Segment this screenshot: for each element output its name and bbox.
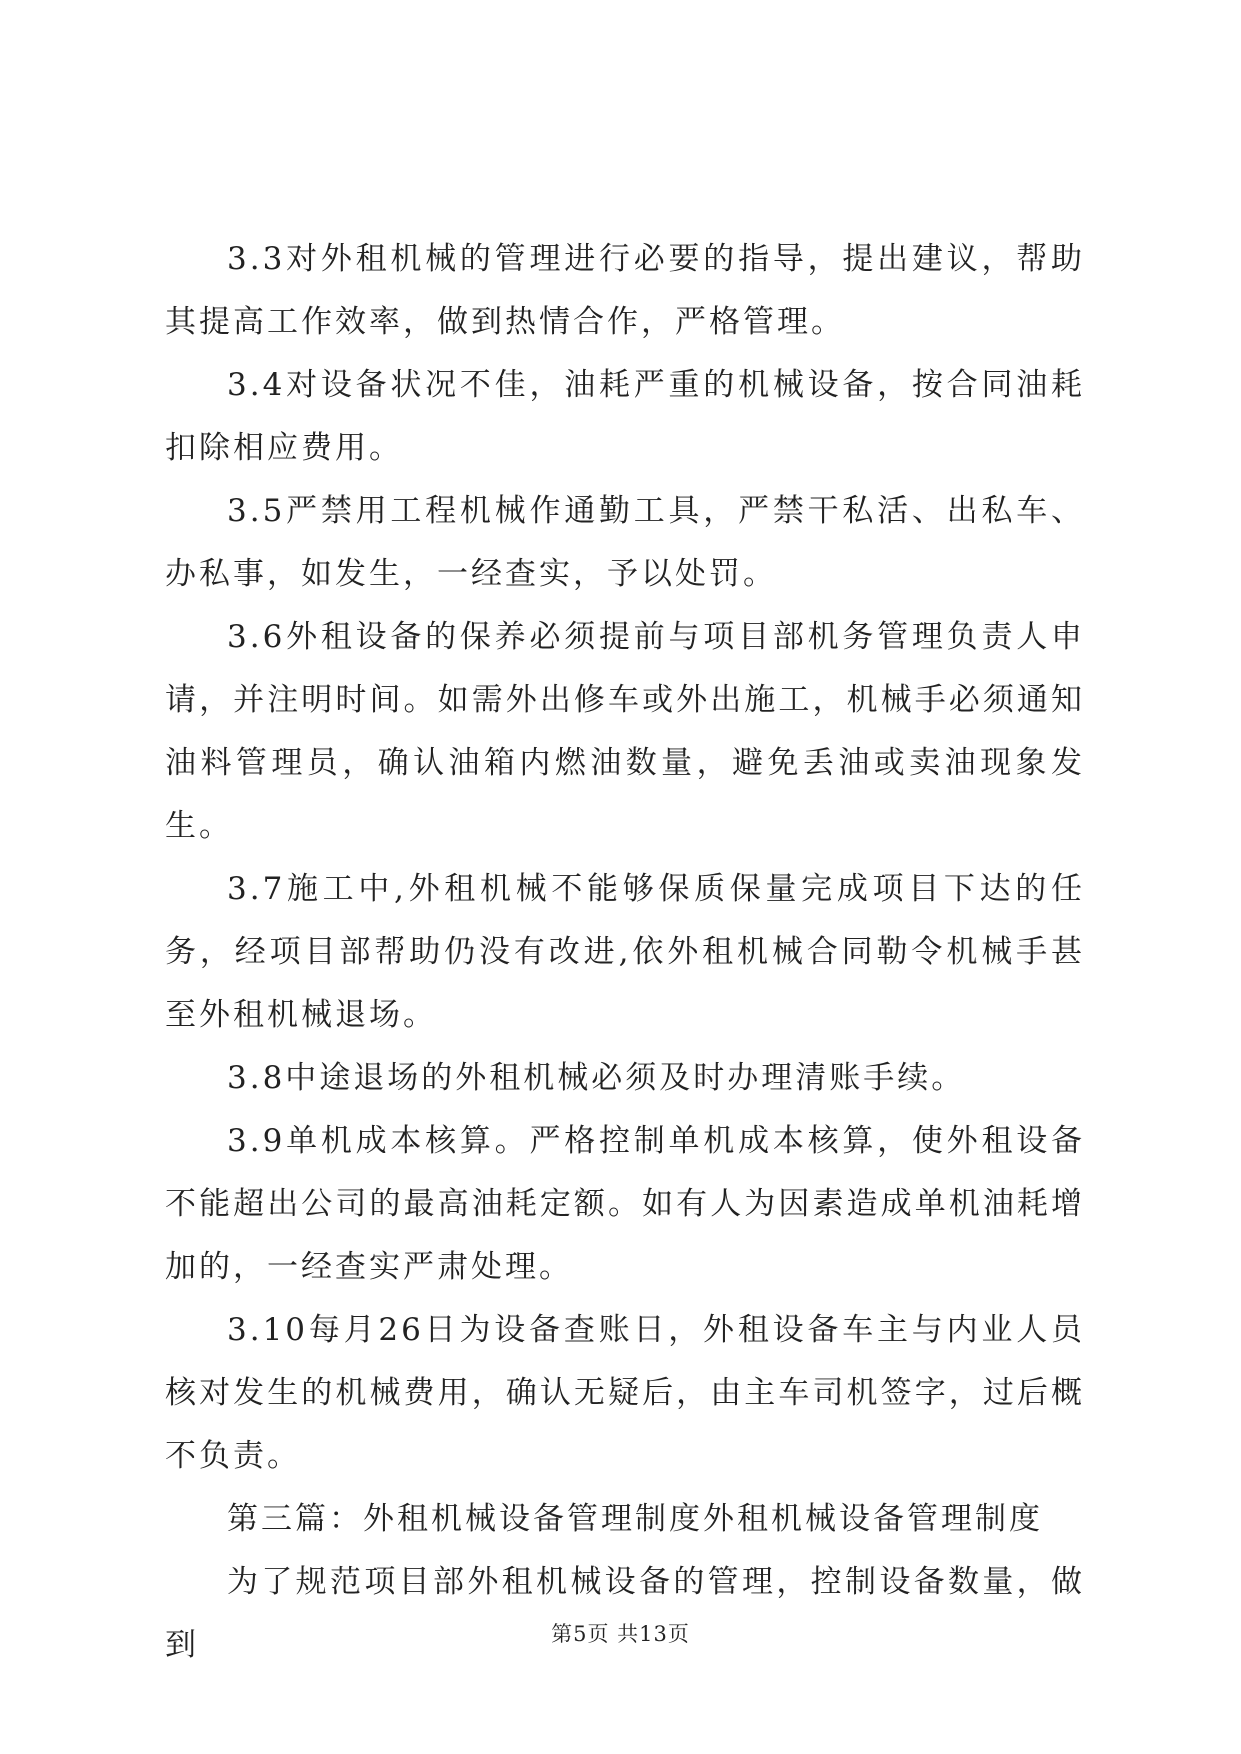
paragraph-intro: 为了规范项目部外租机械设备的管理，控制设备数量，做到 (165, 1564, 1085, 1663)
paragraph-3-8: 3.8中途退场的外租机械必须及时办理清账手续。 (227, 1060, 966, 1096)
paragraph-3-6: 3.6外租设备的保养必须提前与项目部机务管理负责人申请，并注明时间。如需外出修车或外出施工，机械手必须通知油料管理员，确认油箱内燃油数量，避免丢油或卖油现象发生。 (165, 619, 1085, 844)
paragraph-3-7: 3.7施工中,外租机械不能够保质保量完成项目下达的任务，经项目部帮助仍没有改进,依外租机械合同勒令机械手甚至外租机械退场。 (165, 871, 1085, 1033)
paragraph-3-10: 3.10每月26日为设备查账日，外租设备车主与内业人员核对发生的机械费用，确认无疑后，由主车司机签字，过后概不负责。 (165, 1312, 1085, 1474)
paragraph-3-5: 3.5严禁用工程机械作通勤工具，严禁干私活、出私车、办私事，如发生，一经查实，予以处罚。 (165, 493, 1085, 592)
paragraph-3-3: 3.3对外租机械的管理进行必要的指导，提出建议，帮助其提高工作效率，做到热情合作，严格管理。 (165, 241, 1085, 340)
page-footer: 第5页 共13页 (551, 1622, 690, 1646)
document-body (165, 228, 1085, 1677)
paragraph-3-9: 3.9单机成本核算。严格控制单机成本核算，使外租设备不能超出公司的最高油耗定额。如有人为因素造成单机油耗增加的，一经查实严肃处理。 (165, 1123, 1085, 1285)
section-heading: 第三篇：外租机械设备管理制度外租机械设备管理制度 (227, 1501, 1043, 1537)
paragraph-3-4: 3.4对设备状况不佳，油耗严重的机械设备，按合同油耗扣除相应费用。 (165, 367, 1085, 466)
